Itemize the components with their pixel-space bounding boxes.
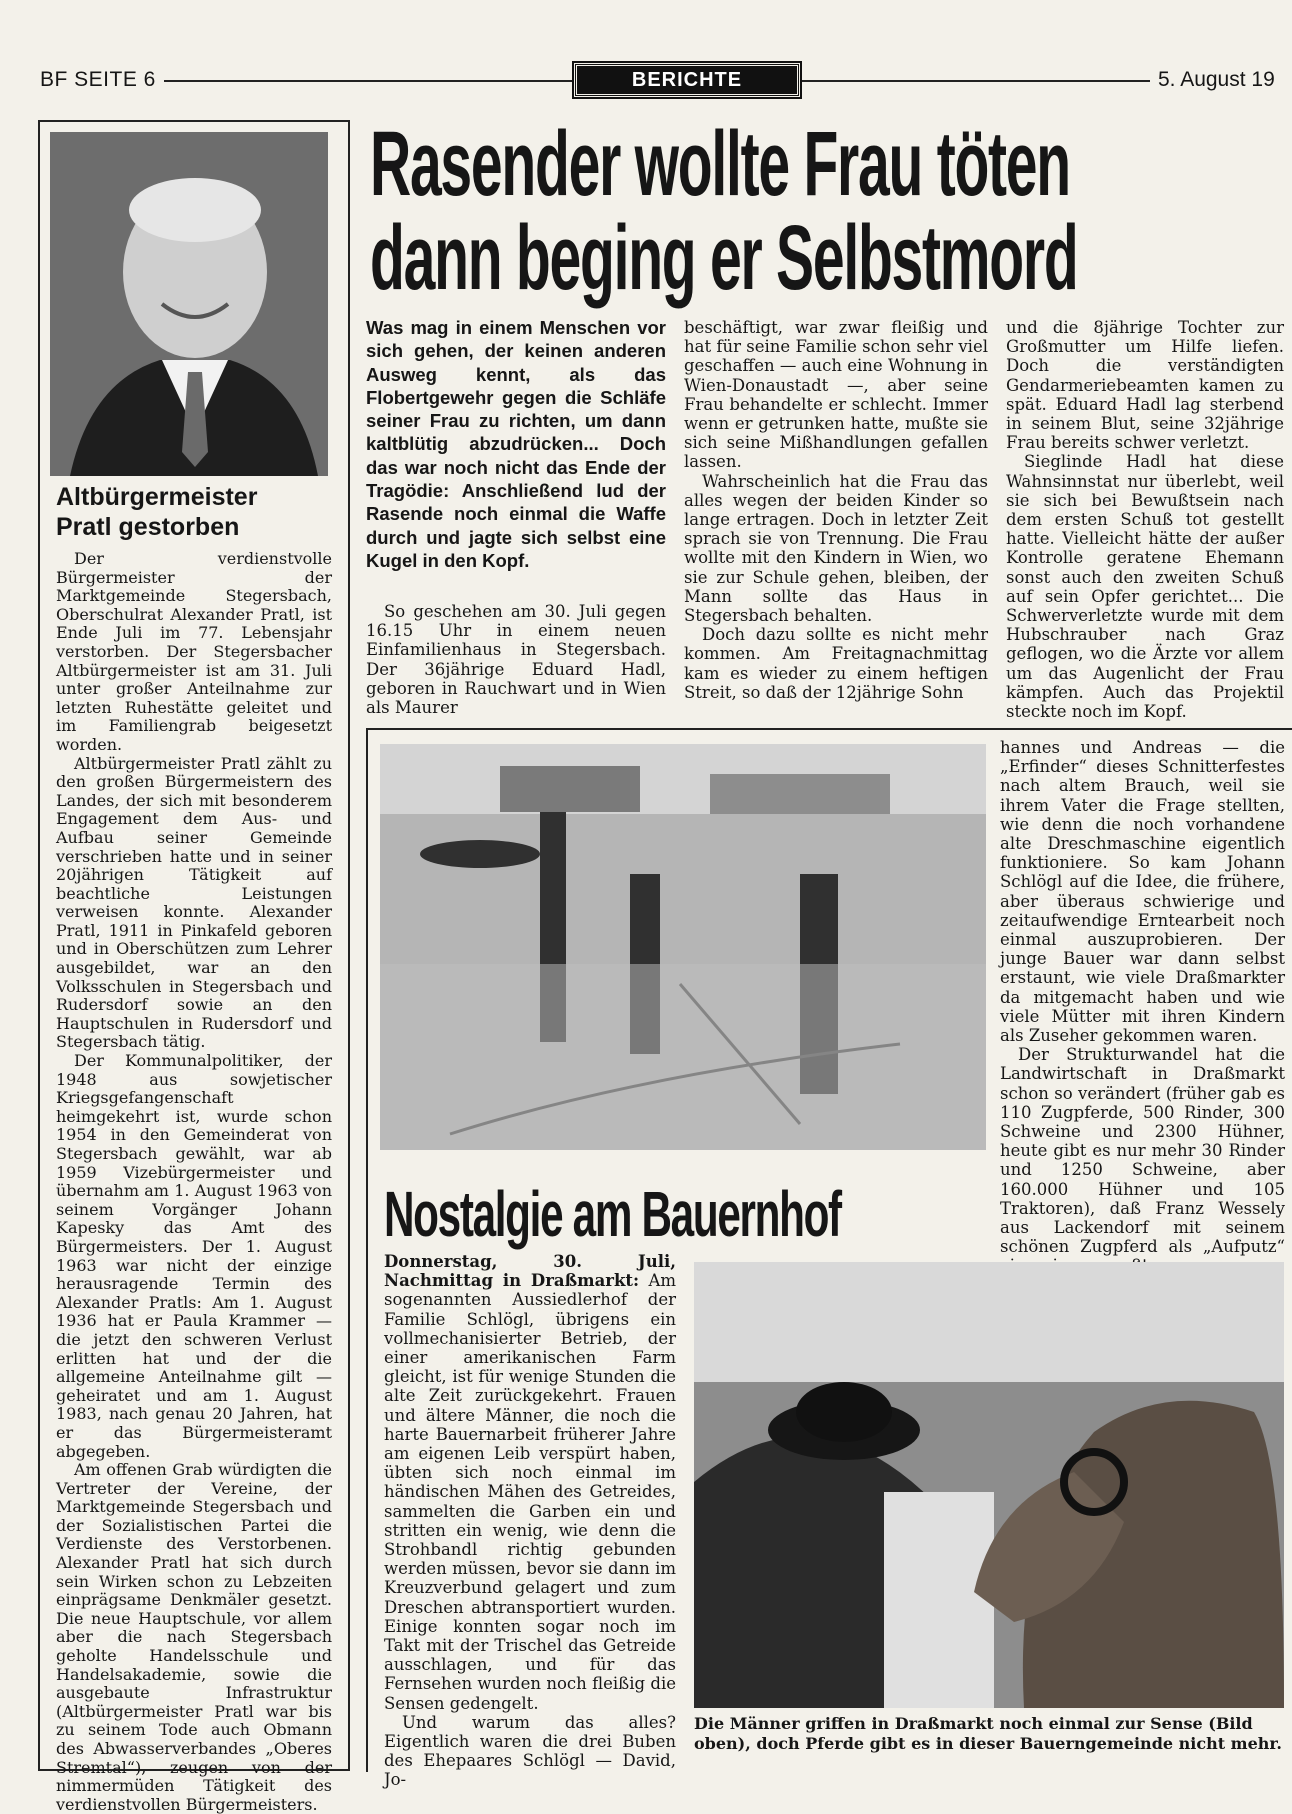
farm-paragraph: hannes und Andreas — die „Erfinder“ dieses Schnitterfestes nach altem Brauch, weil sie ihrem Vater die Frage stellten, wie denn die noch vorhandene alte Dreschmaschine eigentlich funktioniere. So kam Johann Schlögl auf die Idee, die frühere, aber überaus schwierige und zeitaufwendige Erntearbeit noch einmal auszuprobieren. Der junge Bauer war dann selbst erstaunt, wie viele Draßmarkter da mitgemacht haben und wie viele Mütter mit ihren Kindern als Zuseher gekommen waren. xyxy=(1000,738,1285,1046)
obituary-headline-line1: Altbürgermeister xyxy=(56,483,258,511)
farm-paragraph-text: Am sogenannten Aussiedlerhof der Familie Schlögl, übrigens ein vollmechanisierter Betrieb, der einer amerikanischen Farm gleicht, ist für wenige Stunden die alte Zeit zurückgekehrt. Frauen und ältere Männer, die noch die harte Bauernarbeit früherer Jahre am eigenen Leib verspürt haben, übten sich noch einmal im händischen Mähen des Getreides, sammelten die Garben ein und stritten ein wenig, wie denn die Strohbandl richtig gebunden werden müssen, bevor sie dann im Kreuzverbund gelagert und zum Dreschen abtransportiert wurden. Einige konnten sogar noch im Takt mit der Trischel das Getreide ausschlagen, und für das Fernsehen wurden noch fleißig die Sensen gedengelt. xyxy=(384,1271,677,1713)
obituary-headline-line2: Pratl gestorben xyxy=(56,513,240,541)
photo-caption: Die Männer griffen in Draßmarkt noch einmal zur Sense (Bild oben), doch Pferde gibt es in dieser Bauerngemeinde nicht mehr. xyxy=(694,1714,1282,1753)
main-headline-line2: dann beging er Selbstmord xyxy=(370,207,1078,309)
obituary-text xyxy=(56,550,332,1814)
main-headline-line1: Rasender wollte Frau töten xyxy=(370,113,1070,215)
main-paragraph: Doch dazu sollte es nicht mehr kommen. Am Freitagnachmittag kam es wieder zu einem heftigen Streit, so daß der 12jährige Sohn xyxy=(684,625,988,702)
farm-paragraph: Der Strukturwandel hat die Landwirtschaft in Draßmarkt schon so verändert (früher gab es 110 Zugpferde, 500 Rinder, 300 Schweine und 2300 Hühner, heute gibt es nur mehr 30 Rinder und 1250 Schweine, aber 160.000 Hühner und 105 Traktoren), daß Franz Wessely aus Lackendorf mit seinem schönen Zugpferd als „Aufputz“ xyxy=(1000,1045,1285,1257)
main-paragraph: So geschehen am 30. Juli gegen 16.15 Uhr in einem neuen Einfamilienhaus in Stegersbach. Der 36jährige Eduard Hadl, geboren in Rauchwart und in Wien als Maurer xyxy=(366,602,666,718)
obituary-paragraph: Der verdienstvolle Bürgermeister der Marktgemeinde Stegersbach, Oberschulrat Alexander Pratl, ist Ende Juli im 77. Lebensjahr verstorben. Der Stegersbacher Altbürgermeister ist am 31. Juli unter großer Anteilnahme zur letzten Ruhestätte geleitet und im Familiengrab beigesetzt worden. xyxy=(56,549,332,754)
obituary-paragraph: Der Kommunalpolitiker, der 1948 aus sowjetischer Kriegsgefangenschaft heimgekehrt ist, wurde schon 1954 in den Gemeinderat von Stegersbach gewählt, war ab 1959 Vizebürgermeister und übernahm am 1. August 1963 von seinem Vorgänger Johann Kapesky das Amt des Bürgermeisters. Der 1. August 1963 war nicht der einzige herausragende Termin des Alexander Pratls: Am 1. August 1936 hat er Paula Krammer — die jetzt den schweren Verlust erlitten hat und der die allgemeine Anteilnahme gilt — geheiratet und am 1. August 1983, nach genau 20 Jahren, hat er das Bürgermeisteramt abgegeben. xyxy=(56,1051,332,1461)
farm-paragraph xyxy=(384,1252,676,1713)
harvest-field-photo-icon xyxy=(380,744,986,1150)
main-paragraph: Wahrscheinlich hat die Frau das alles wegen der beiden Kinder so lange ertragen. Doch in letzter Zeit sprach sie von Trennung. Die Frau wollte mit den Kindern in Wien, wo sie zur Schule gehen, bleiben, der Mann sollte das Haus in Stegersbach behalten. xyxy=(684,471,988,626)
farm-col-left xyxy=(384,1252,676,1790)
farm-paragraph: Und warum das alles? Eigentlich waren die drei Buben des Ehepaares Schlögl — David, Jo- xyxy=(384,1712,676,1790)
obituary-headline xyxy=(56,482,336,542)
main-paragraph: Sieglinde Hadl hat diese Wahnsinnstat nur überlebt, weil sie sich bei Bewußtsein nach dem ersten Schuß tot gestellt hatte. Vielleicht hätte der außer Kontrolle geratene Ehemann sonst auch den zweiten Schuß auf sein Opfer gerichtet... Die Schwerverletzte wurde mit dem Hubschrauber nach Graz geflogen, wo die Ärzte vor allem um das Augenlicht der Frau kämpfen. Auch das Projektil steckte noch im Kopf. xyxy=(1006,452,1284,722)
farm-headline: Nostalgie am Bauernhof xyxy=(384,1178,841,1250)
portrait-photo-icon xyxy=(50,132,328,476)
farm-dateline: Donnerstag, 30. Juli, Nachmittag in Draßmarkt: xyxy=(384,1252,676,1291)
farm-col-right xyxy=(1000,738,1285,1276)
main-paragraph: beschäftigt, war zwar fleißig und hat für seine Familie schon sehr viel geschaffen — auch eine Wohnung in Wien-Donaustadt —, aber seine Frau behandelte er schlecht. Immer wenn er getrunken hatte, mußte sie sich seine Mißhandlungen gefallen lassen. xyxy=(684,318,988,472)
section-tag: BERICHTE xyxy=(574,63,800,97)
main-col1 xyxy=(366,602,666,717)
main-col3 xyxy=(1006,318,1284,721)
horse-and-farmers-photo-icon xyxy=(694,1262,1284,1708)
issue-date: 5. August 19 xyxy=(1150,68,1275,92)
main-paragraph: und die 8jährige Tochter zur Großmutter um Hilfe liefen. Doch die verständigten Gendarmeriebeamten kamen zu spät. Eduard Hadl lag sterbend in seinem Blut, seine 32jährige Frau bereits schwer verletzt. xyxy=(1006,318,1284,453)
main-lead: Was mag in einem Menschen vor sich gehen, der keinen anderen Ausweg kennt, als das Flobertgewehr gegen die Schläfe seiner Frau zu richten, um dann kaltblütig abzudrücken... Doch das war noch nicht das Ende der Tragödie: Anschließend lud der Rasende noch einmal die Waffe durch und jagte sich selbst eine Kugel in den Kopf. xyxy=(366,317,666,571)
page-label: BF SEITE 6 xyxy=(40,68,164,92)
main-col2 xyxy=(684,318,988,702)
obituary-paragraph: Am offenen Grab würdigten die Vertreter der Vereine, der Marktgemeinde Stegersbach und der Sozialistischen Partei die Verdienste des Verstorbenen. Alexander Pratl hat sich durch sein Wirken schon zu Lebzeiten einprägsame Denkmäler gesetzt. Die neue Hauptschule, vor allem aber die nach Stegersbach geholte Handelsschule und Handelsakademie, sowie die ausgebaute Infrastruktur (Altbürgermeister Pratl war bis zu seinem Tode auch Obmann des Abwasserverbandes „Oberes Stremtal“), zeugen von der nimmermüden Tätigkeit des verdienstvollen Bürgermeisters. xyxy=(56,1460,332,1814)
obituary-paragraph: Altbürgermeister Pratl zählt zu den großen Bürgermeistern des Landes, der sich mit besonderem Engagement dem Aus- und Aufbau seiner Gemeinde verschrieben hatte und in seiner 20jährigen Tätigkeit auf beachtliche Leistungen verweisen konnte. Alexander Pratl, 1911 in Pinkafeld geboren und in Oberschützen zum Lehrer ausgebildet, war an den Volksschulen in Stegersbach und Rudersdorf sowie an den Hauptschulen in Rudersdorf und Stegersbach tätig. xyxy=(56,753,332,1052)
